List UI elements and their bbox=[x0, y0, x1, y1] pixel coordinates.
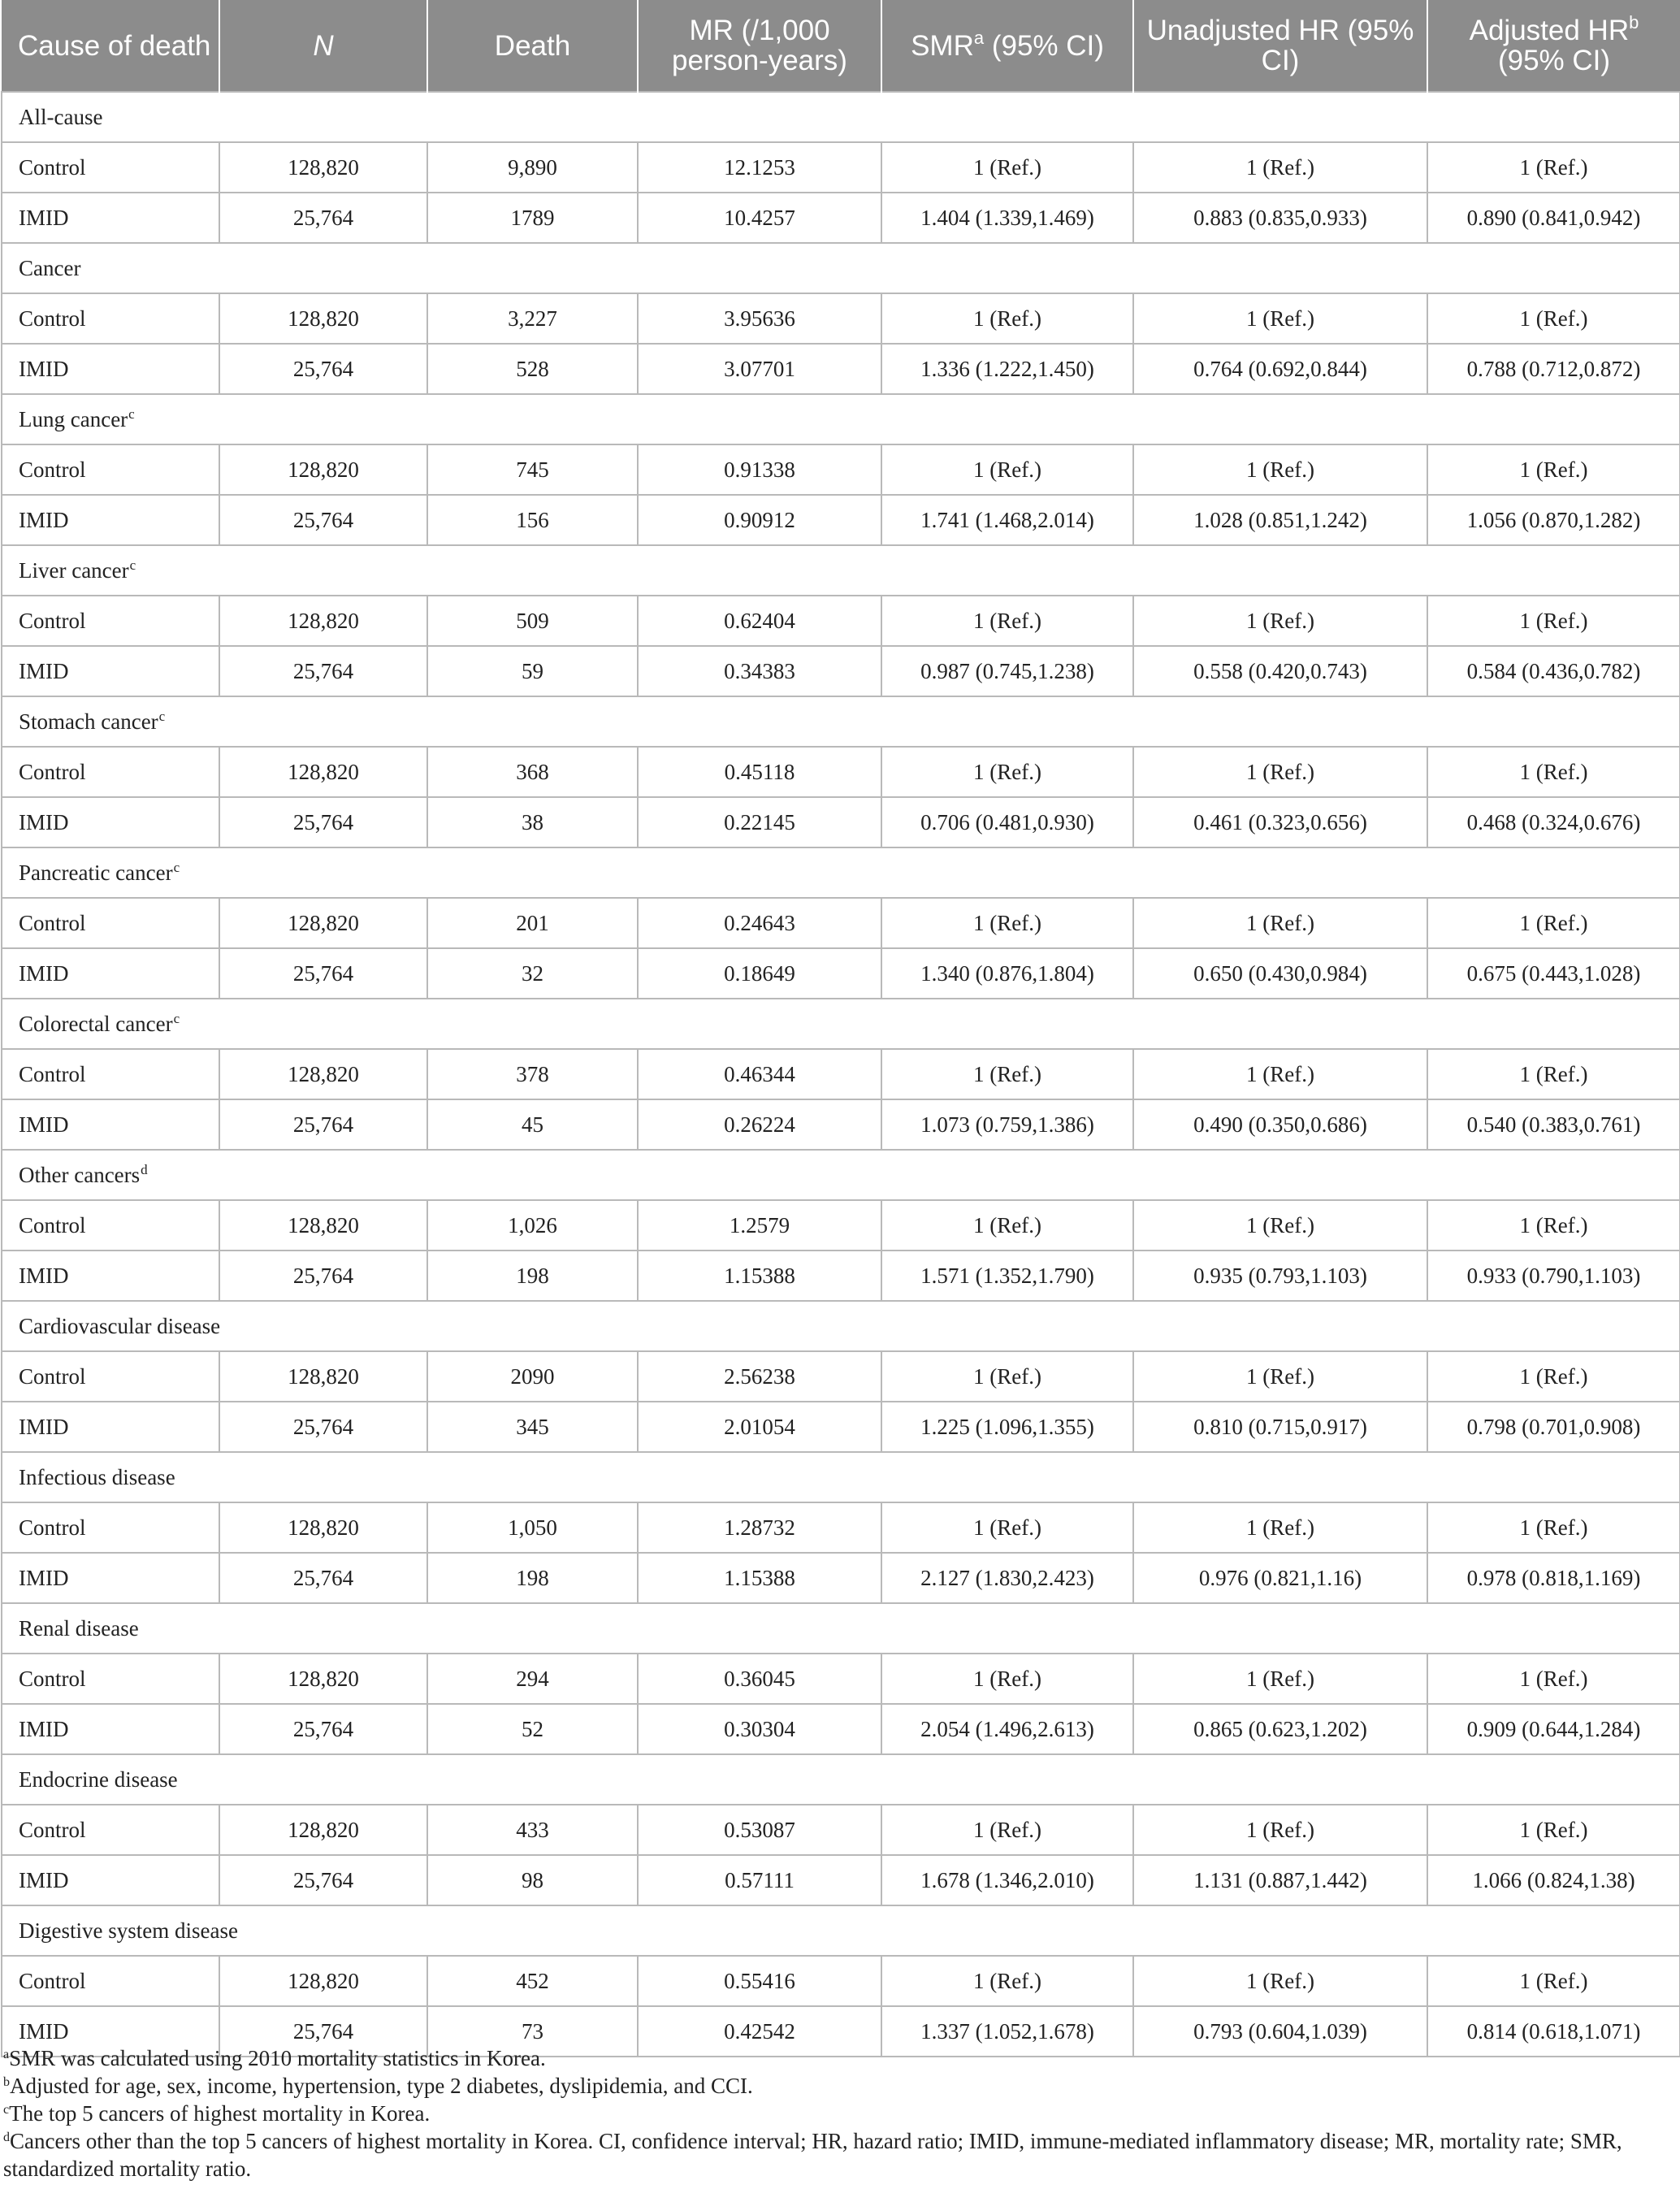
table-row bbox=[2, 193, 1680, 243]
table-cell: 1 (Ref.) bbox=[1133, 596, 1427, 646]
table-cell: 1 (Ref.) bbox=[1133, 747, 1427, 797]
table-cell: 128,820 bbox=[219, 1654, 427, 1704]
table-cell: 0.26224 bbox=[638, 1099, 881, 1150]
table-cell: 0.540 (0.383,0.761) bbox=[1427, 1099, 1680, 1150]
table-row bbox=[2, 747, 1680, 797]
table-cell: Control bbox=[2, 1351, 219, 1402]
table-cell: 0.45118 bbox=[638, 747, 881, 797]
table-cell: Control bbox=[2, 898, 219, 948]
table-cell: 1 (Ref.) bbox=[881, 1502, 1133, 1553]
table-cell: 1 (Ref.) bbox=[1427, 1351, 1680, 1402]
table-cell: 1 (Ref.) bbox=[881, 142, 1133, 193]
table-cell: 1.15388 bbox=[638, 1251, 881, 1301]
header-unadjusted-hr: Unadjusted HR (95% CI) bbox=[1133, 0, 1427, 92]
table-cell: 0.883 (0.835,0.933) bbox=[1133, 193, 1427, 243]
table-cell: 1.15388 bbox=[638, 1553, 881, 1603]
table-cell: 128,820 bbox=[219, 444, 427, 495]
table-cell: 3.07701 bbox=[638, 344, 881, 394]
table-cell: 1 (Ref.) bbox=[1133, 293, 1427, 344]
table-cell: 1 (Ref.) bbox=[1133, 444, 1427, 495]
table-cell: 0.788 (0.712,0.872) bbox=[1427, 344, 1680, 394]
table-cell: 0.46344 bbox=[638, 1049, 881, 1099]
table-cell: 128,820 bbox=[219, 898, 427, 948]
footnote-mark: c bbox=[173, 1010, 180, 1026]
table-cell: 0.584 (0.436,0.782) bbox=[1427, 646, 1680, 696]
header-mortality-rate: MR (/1,000 person-years) bbox=[638, 0, 881, 92]
table-cell: 198 bbox=[427, 1553, 638, 1603]
section-title: Endocrine disease bbox=[2, 1754, 1680, 1805]
table-body bbox=[2, 92, 1680, 2057]
table-cell: 38 bbox=[427, 797, 638, 847]
table-cell: 1.404 (1.339,1.469) bbox=[881, 193, 1133, 243]
table-cell: 1 (Ref.) bbox=[1427, 293, 1680, 344]
section-title: Infectious disease bbox=[2, 1452, 1680, 1502]
table-cell: IMID bbox=[2, 646, 219, 696]
table-cell: 0.987 (0.745,1.238) bbox=[881, 646, 1133, 696]
table-cell: 1 (Ref.) bbox=[881, 1200, 1133, 1251]
table-cell: 1 (Ref.) bbox=[1133, 1502, 1427, 1553]
table-cell: IMID bbox=[2, 797, 219, 847]
table-cell: 0.18649 bbox=[638, 948, 881, 999]
table-row bbox=[2, 142, 1680, 193]
table-cell: 52 bbox=[427, 1704, 638, 1754]
footnote-mark: c bbox=[173, 859, 180, 875]
table-cell: 0.978 (0.818,1.169) bbox=[1427, 1553, 1680, 1603]
section-title: Pancreatic cancer$^c$ bbox=[2, 847, 1680, 898]
table-row bbox=[2, 1049, 1680, 1099]
header-n: N bbox=[219, 0, 427, 92]
section-title: Lung cancer$^c$ bbox=[2, 394, 1680, 444]
table-cell: 1 (Ref.) bbox=[1427, 444, 1680, 495]
table-cell: 0.55416 bbox=[638, 1956, 881, 2006]
footnote-a: $^a$SMR was calculated using 2010 mortality statistics in Korea. bbox=[3, 2046, 546, 2070]
table-cell: 433 bbox=[427, 1805, 638, 1855]
table-cell: 198 bbox=[427, 1251, 638, 1301]
table-cell: 1 (Ref.) bbox=[1427, 1654, 1680, 1704]
table-cell: 10.4257 bbox=[638, 193, 881, 243]
section-title: Liver cancer$^c$ bbox=[2, 545, 1680, 596]
table-cell: 128,820 bbox=[219, 1502, 427, 1553]
table-cell: Control bbox=[2, 142, 219, 193]
table-cell: 45 bbox=[427, 1099, 638, 1150]
table-cell: 1 (Ref.) bbox=[1133, 1956, 1427, 2006]
table-cell: 745 bbox=[427, 444, 638, 495]
table-cell: 1 (Ref.) bbox=[1427, 898, 1680, 948]
table-cell: 128,820 bbox=[219, 1956, 427, 2006]
table-cell: 25,764 bbox=[219, 1402, 427, 1452]
table-cell: 1,050 bbox=[427, 1502, 638, 1553]
table-cell: 378 bbox=[427, 1049, 638, 1099]
table-cell: 1.337 (1.052,1.678) bbox=[881, 2006, 1133, 2057]
section-title: Digestive system disease bbox=[2, 1905, 1680, 1956]
table-cell: 0.42542 bbox=[638, 2006, 881, 2057]
section-title: All-cause bbox=[2, 92, 1680, 142]
table-cell: IMID bbox=[2, 948, 219, 999]
table-cell: IMID bbox=[2, 1251, 219, 1301]
table-cell: 1 (Ref.) bbox=[881, 898, 1133, 948]
table-cell: 0.976 (0.821,1.16) bbox=[1133, 1553, 1427, 1603]
table-cell: Control bbox=[2, 444, 219, 495]
table-row bbox=[2, 1654, 1680, 1704]
table-cell: 25,764 bbox=[219, 1251, 427, 1301]
section-row bbox=[2, 696, 1680, 747]
table-cell: 1.741 (1.468,2.014) bbox=[881, 495, 1133, 545]
table-cell: 0.890 (0.841,0.942) bbox=[1427, 193, 1680, 243]
section-title: Stomach cancer$^c$ bbox=[2, 696, 1680, 747]
table-cell: 1.28732 bbox=[638, 1502, 881, 1553]
table-cell: 0.468 (0.324,0.676) bbox=[1427, 797, 1680, 847]
table-cell: 1.340 (0.876,1.804) bbox=[881, 948, 1133, 999]
table-cell: 1 (Ref.) bbox=[881, 444, 1133, 495]
table-cell: 128,820 bbox=[219, 1049, 427, 1099]
table-cell: 1.066 (0.824,1.38) bbox=[1427, 1855, 1680, 1905]
table-cell: 1 (Ref.) bbox=[1427, 142, 1680, 193]
table-cell: 59 bbox=[427, 646, 638, 696]
table-cell: 128,820 bbox=[219, 747, 427, 797]
table-cell: 0.793 (0.604,1.039) bbox=[1133, 2006, 1427, 2057]
table-cell: 452 bbox=[427, 1956, 638, 2006]
table-cell: IMID bbox=[2, 1855, 219, 1905]
table-row bbox=[2, 1805, 1680, 1855]
table-cell: 1 (Ref.) bbox=[881, 293, 1133, 344]
table-cell: 1,026 bbox=[427, 1200, 638, 1251]
table-row bbox=[2, 1351, 1680, 1402]
table-cell: 1.678 (1.346,2.010) bbox=[881, 1855, 1133, 1905]
table-cell: 0.30304 bbox=[638, 1704, 881, 1754]
table-cell: 1 (Ref.) bbox=[881, 1351, 1133, 1402]
table-cell: 25,764 bbox=[219, 1553, 427, 1603]
table-cell: 0.814 (0.618,1.071) bbox=[1427, 2006, 1680, 2057]
section-row bbox=[2, 1603, 1680, 1654]
table-cell: 0.90912 bbox=[638, 495, 881, 545]
section-row bbox=[2, 1452, 1680, 1502]
table-row bbox=[2, 1251, 1680, 1301]
header-adjusted-hr: Adjusted $HR^b$ (95% CI) bbox=[1427, 0, 1680, 92]
table-cell: 0.62404 bbox=[638, 596, 881, 646]
header-death: Death bbox=[427, 0, 638, 92]
table-cell: 2.054 (1.496,2.613) bbox=[881, 1704, 1133, 1754]
table-cell: 1.028 (0.851,1.242) bbox=[1133, 495, 1427, 545]
table-cell: 3,227 bbox=[427, 293, 638, 344]
table-cell: 1 (Ref.) bbox=[1133, 142, 1427, 193]
table-cell: IMID bbox=[2, 2006, 219, 2057]
section-row bbox=[2, 999, 1680, 1049]
table-cell: 3.95636 bbox=[638, 293, 881, 344]
table-cell: Control bbox=[2, 1956, 219, 2006]
table-cell: 1 (Ref.) bbox=[1427, 1502, 1680, 1553]
table-cell: 1 (Ref.) bbox=[881, 596, 1133, 646]
table-cell: 0.706 (0.481,0.930) bbox=[881, 797, 1133, 847]
table-cell: 0.36045 bbox=[638, 1654, 881, 1704]
table-row bbox=[2, 898, 1680, 948]
table-cell: 1 (Ref.) bbox=[1133, 1654, 1427, 1704]
section-row bbox=[2, 1754, 1680, 1805]
table-cell: 1 (Ref.) bbox=[881, 747, 1133, 797]
table-cell: 128,820 bbox=[219, 1805, 427, 1855]
table-cell: 0.933 (0.790,1.103) bbox=[1427, 1251, 1680, 1301]
table-cell: 0.764 (0.692,0.844) bbox=[1133, 344, 1427, 394]
table-row bbox=[2, 1956, 1680, 2006]
table-cell: 12.1253 bbox=[638, 142, 881, 193]
table-cell: 0.798 (0.701,0.908) bbox=[1427, 1402, 1680, 1452]
table-cell: 128,820 bbox=[219, 1200, 427, 1251]
footnote-mark: c bbox=[128, 405, 135, 422]
table-cell: 1 (Ref.) bbox=[1427, 1956, 1680, 2006]
section-title: Cancer bbox=[2, 243, 1680, 293]
table-cell: 128,820 bbox=[219, 596, 427, 646]
table-cell: 25,764 bbox=[219, 1855, 427, 1905]
table-cell: 0.91338 bbox=[638, 444, 881, 495]
table-cell: 1.056 (0.870,1.282) bbox=[1427, 495, 1680, 545]
table-cell: 1 (Ref.) bbox=[1133, 898, 1427, 948]
table-cell: IMID bbox=[2, 1099, 219, 1150]
footnotes bbox=[0, 2044, 1665, 2182]
table-cell: 1.2579 bbox=[638, 1200, 881, 1251]
table-cell: 1 (Ref.) bbox=[881, 1956, 1133, 2006]
table-cell: 0.57111 bbox=[638, 1855, 881, 1905]
section-row bbox=[2, 243, 1680, 293]
table-cell: 1 (Ref.) bbox=[1133, 1805, 1427, 1855]
section-title: Cardiovascular disease bbox=[2, 1301, 1680, 1351]
table-cell: 156 bbox=[427, 495, 638, 545]
table-cell: 1 (Ref.) bbox=[1427, 1200, 1680, 1251]
section-title: Colorectal cancer$^c$ bbox=[2, 999, 1680, 1049]
header-smr: SMR$^a$ (95% CI) bbox=[881, 0, 1133, 92]
table-cell: 25,764 bbox=[219, 2006, 427, 2057]
table-cell: Control bbox=[2, 293, 219, 344]
table-cell: 25,764 bbox=[219, 646, 427, 696]
section-row bbox=[2, 847, 1680, 898]
table-cell: 2.127 (1.830,2.423) bbox=[881, 1553, 1133, 1603]
table-row bbox=[2, 344, 1680, 394]
table-cell: 73 bbox=[427, 2006, 638, 2057]
footnote-b: $^b$Adjusted for age, sex, income, hypertension, type 2 diabetes, dyslipidemia, and CCI. bbox=[3, 2074, 753, 2098]
table-cell: 0.22145 bbox=[638, 797, 881, 847]
table-cell: Control bbox=[2, 1654, 219, 1704]
table-cell: 1 (Ref.) bbox=[1133, 1049, 1427, 1099]
table-cell: 0.675 (0.443,1.028) bbox=[1427, 948, 1680, 999]
table-cell: 2.56238 bbox=[638, 1351, 881, 1402]
header-row bbox=[2, 0, 1680, 92]
table-cell: 1 (Ref.) bbox=[1427, 1805, 1680, 1855]
table-cell: 1.073 (0.759,1.386) bbox=[881, 1099, 1133, 1150]
table-row bbox=[2, 1704, 1680, 1754]
table-row bbox=[2, 1855, 1680, 1905]
table-cell: 32 bbox=[427, 948, 638, 999]
table-cell: 0.909 (0.644,1.284) bbox=[1427, 1704, 1680, 1754]
table-cell: 2.01054 bbox=[638, 1402, 881, 1452]
section-title: Other cancers$^d$ bbox=[2, 1150, 1680, 1200]
table-cell: 1 (Ref.) bbox=[881, 1805, 1133, 1855]
section-row bbox=[2, 1905, 1680, 1956]
table-cell: 25,764 bbox=[219, 1099, 427, 1150]
table-cell: 509 bbox=[427, 596, 638, 646]
table-cell: 98 bbox=[427, 1855, 638, 1905]
table-cell: IMID bbox=[2, 1553, 219, 1603]
table-row bbox=[2, 1502, 1680, 1553]
table-cell: 1 (Ref.) bbox=[881, 1049, 1133, 1099]
table-row bbox=[2, 444, 1680, 495]
table-row bbox=[2, 1553, 1680, 1603]
table-cell: 528 bbox=[427, 344, 638, 394]
table-cell: IMID bbox=[2, 1402, 219, 1452]
table-row bbox=[2, 1200, 1680, 1251]
section-row bbox=[2, 92, 1680, 142]
table-cell: 2090 bbox=[427, 1351, 638, 1402]
table-row bbox=[2, 293, 1680, 344]
table-cell: 128,820 bbox=[219, 1351, 427, 1402]
table-cell: 25,764 bbox=[219, 797, 427, 847]
table-row bbox=[2, 1402, 1680, 1452]
table-cell: 368 bbox=[427, 747, 638, 797]
table-cell: 1 (Ref.) bbox=[881, 1654, 1133, 1704]
table-cell: IMID bbox=[2, 1704, 219, 1754]
footnote-mark: c bbox=[158, 708, 166, 724]
table-row bbox=[2, 596, 1680, 646]
table-cell: 0.865 (0.623,1.202) bbox=[1133, 1704, 1427, 1754]
table-cell: 0.490 (0.350,0.686) bbox=[1133, 1099, 1427, 1150]
mortality-table bbox=[1, 0, 1680, 2057]
table-cell: 1 (Ref.) bbox=[1427, 1049, 1680, 1099]
table-cell: 0.34383 bbox=[638, 646, 881, 696]
table-cell: Control bbox=[2, 747, 219, 797]
table-cell: 25,764 bbox=[219, 948, 427, 999]
table-cell: 1 (Ref.) bbox=[1133, 1351, 1427, 1402]
table-cell: 1 (Ref.) bbox=[1427, 596, 1680, 646]
table-cell: IMID bbox=[2, 495, 219, 545]
table-cell: 0.24643 bbox=[638, 898, 881, 948]
section-row bbox=[2, 1301, 1680, 1351]
table-row bbox=[2, 646, 1680, 696]
table-cell: 128,820 bbox=[219, 293, 427, 344]
table-cell: IMID bbox=[2, 344, 219, 394]
table-cell: 345 bbox=[427, 1402, 638, 1452]
table-cell: 1.131 (0.887,1.442) bbox=[1133, 1855, 1427, 1905]
table-cell: 25,764 bbox=[219, 1704, 427, 1754]
section-row bbox=[2, 394, 1680, 444]
table-cell: 1.336 (1.222,1.450) bbox=[881, 344, 1133, 394]
table-row bbox=[2, 1099, 1680, 1150]
footnote-c: $^c$The top 5 cancers of highest mortality in Korea. bbox=[3, 2101, 431, 2126]
table-row bbox=[2, 797, 1680, 847]
table-cell: 0.935 (0.793,1.103) bbox=[1133, 1251, 1427, 1301]
table-cell: 0.53087 bbox=[638, 1805, 881, 1855]
table-cell: 1 (Ref.) bbox=[1133, 1200, 1427, 1251]
table-cell: 0.810 (0.715,0.917) bbox=[1133, 1402, 1427, 1452]
table-cell: 1.571 (1.352,1.790) bbox=[881, 1251, 1133, 1301]
table-cell: 0.650 (0.430,0.984) bbox=[1133, 948, 1427, 999]
table-cell: 201 bbox=[427, 898, 638, 948]
table-cell: Control bbox=[2, 596, 219, 646]
table-cell: 294 bbox=[427, 1654, 638, 1704]
table-cell: 25,764 bbox=[219, 344, 427, 394]
section-title: Renal disease bbox=[2, 1603, 1680, 1654]
table-cell: 25,764 bbox=[219, 495, 427, 545]
section-row bbox=[2, 545, 1680, 596]
table-cell: 0.461 (0.323,0.656) bbox=[1133, 797, 1427, 847]
table-cell: Control bbox=[2, 1805, 219, 1855]
header-cause-of-death: Cause of death bbox=[2, 0, 219, 92]
table-cell: Control bbox=[2, 1200, 219, 1251]
footnote-mark: c bbox=[129, 557, 136, 573]
section-row bbox=[2, 1150, 1680, 1200]
table-cell: IMID bbox=[2, 193, 219, 243]
table-cell: Control bbox=[2, 1502, 219, 1553]
table-cell: 0.558 (0.420,0.743) bbox=[1133, 646, 1427, 696]
table-cell: 1.225 (1.096,1.355) bbox=[881, 1402, 1133, 1452]
table-row bbox=[2, 495, 1680, 545]
table-cell: 25,764 bbox=[219, 193, 427, 243]
footnote-d: $^d$Cancers other than the top 5 cancers of highest mortality in Korea. CI, confidence interval; HR, hazard ratio; IMID, immune-mediated inflammatory disease; MR, mortality rate; SMR, standardized mortality ratio. bbox=[3, 2129, 1622, 2181]
table-cell: 1789 bbox=[427, 193, 638, 243]
table-cell: 1 (Ref.) bbox=[1427, 747, 1680, 797]
table-cell: Control bbox=[2, 1049, 219, 1099]
table-cell: 128,820 bbox=[219, 142, 427, 193]
footnote-mark: d bbox=[141, 1161, 148, 1177]
table-row bbox=[2, 948, 1680, 999]
table-cell: 9,890 bbox=[427, 142, 638, 193]
